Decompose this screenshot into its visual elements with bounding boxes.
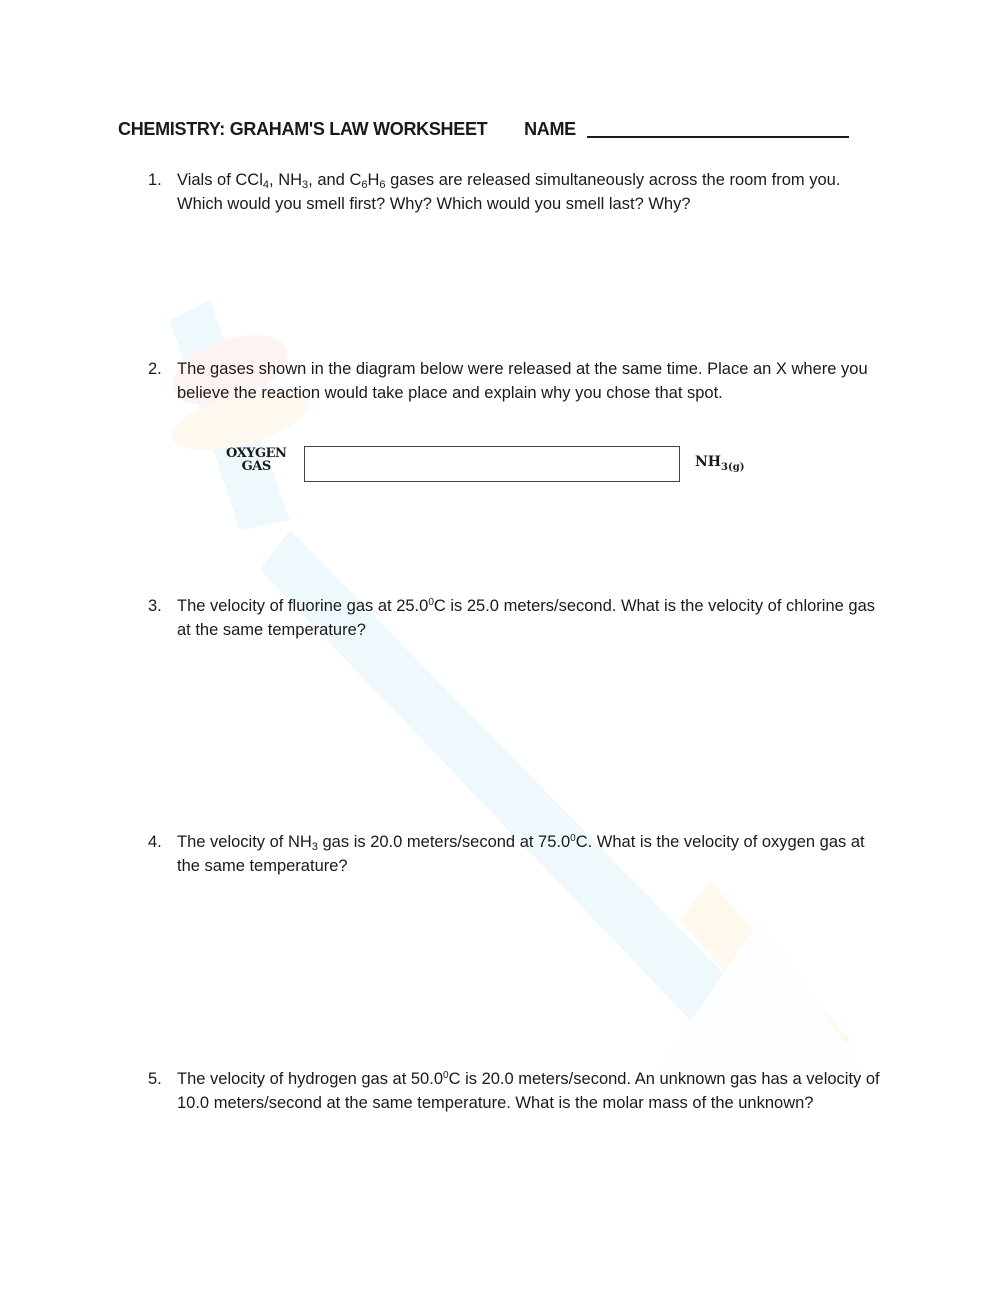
question-text: Vials of CCl$_4$, $NH_3$, and $C_6H_6$ gases are released simultaneously across the room from you. Which would you smell first? Why? Which would you smell last? Why? xyxy=(177,171,841,213)
question-number: 5. xyxy=(148,1070,162,1088)
question-4 xyxy=(148,830,888,878)
question-text: The velocity of hydrogen gas at 50.0$^0$C is 20.0 meters/second. An unknown gas has a velocity of 10.0 meters/second at the same temperature. What is the molar mass of the unknown? xyxy=(177,1070,880,1112)
question-5 xyxy=(148,1067,888,1115)
question-number: 1. xyxy=(148,171,162,189)
oxygen-gas-label: OXYGEN GAS xyxy=(226,446,287,474)
diffusion-tube-diagram xyxy=(226,446,766,486)
question-3 xyxy=(148,594,888,642)
name-blank-line[interactable] xyxy=(587,118,849,138)
ammonia-gas-label: $NH_{3(g)}$ xyxy=(695,454,745,473)
question-1 xyxy=(148,168,888,216)
question-2 xyxy=(148,357,888,405)
question-text: The velocity of $NH_3$ gas is 20.0 meters/second at 75.0$^0$C. What is the velocity of oxygen gas at the same temperature? xyxy=(177,833,865,875)
worksheet-header xyxy=(118,118,849,140)
question-text: The velocity of fluorine gas at 25.0$^0$C is 25.0 meters/second. What is the velocity of chlorine gas at the same temperature? xyxy=(177,597,875,639)
name-label: NAME xyxy=(524,119,576,139)
question-number: 2. xyxy=(148,360,162,378)
question-number: 4. xyxy=(148,833,162,851)
question-text: The gases shown in the diagram below were released at the same time. Place an X where you believe the reaction would take place and explain why you chose that spot. xyxy=(177,360,868,402)
diffusion-tube[interactable] xyxy=(304,446,680,482)
question-number: 3. xyxy=(148,597,162,615)
worksheet-title: CHEMISTRY: GRAHAM'S LAW WORKSHEET xyxy=(118,119,488,139)
